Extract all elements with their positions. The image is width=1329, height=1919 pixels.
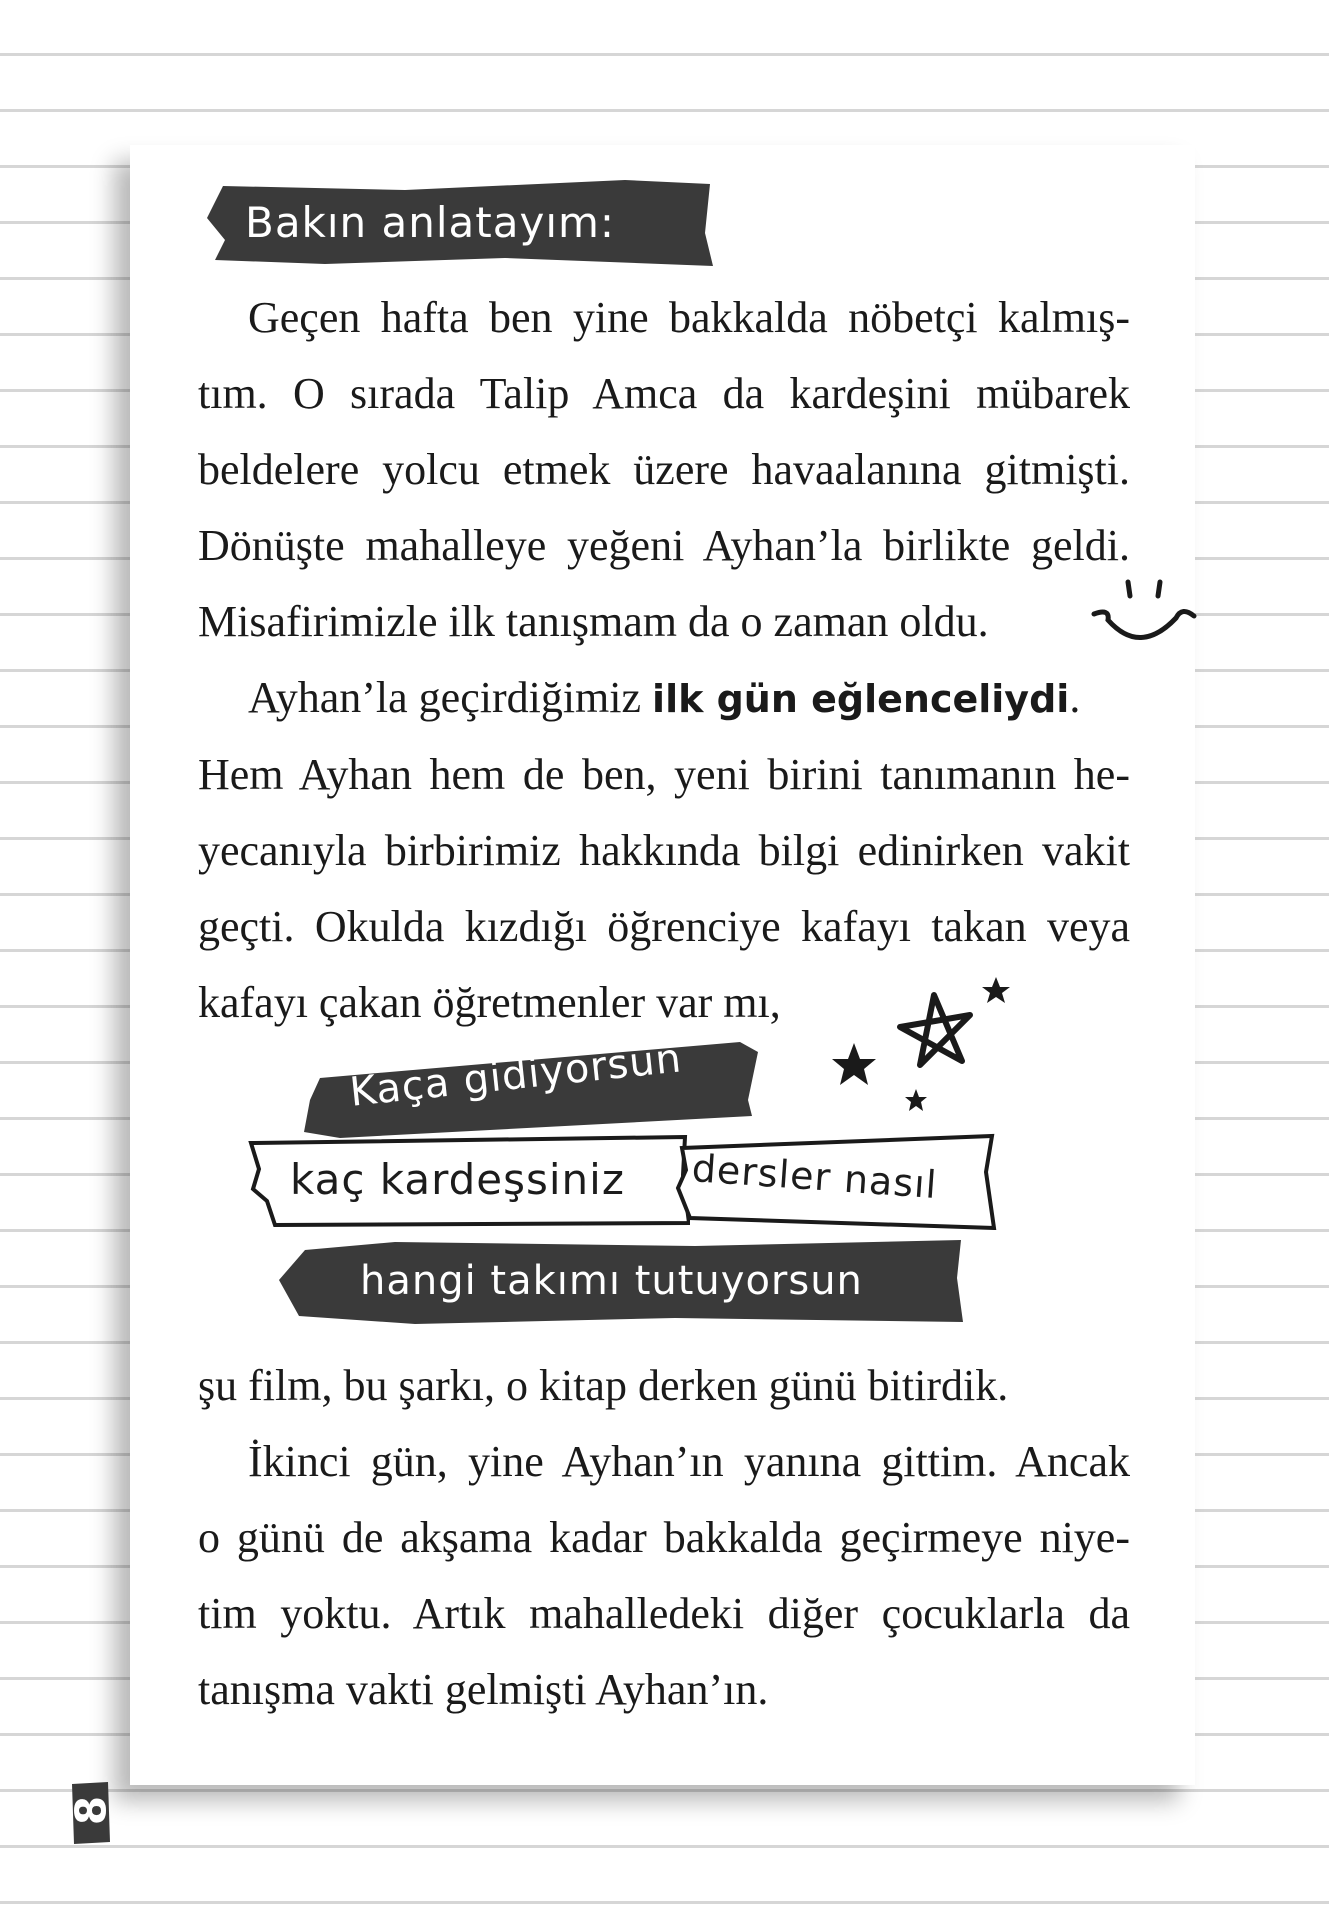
paragraph-1 — [198, 280, 1130, 660]
label-dersler-nasil — [672, 1128, 997, 1230]
label-text: kaç kardeşsiniz — [290, 1155, 625, 1204]
text-line: Hem Ayhan hem de ben, yeni birini tanımanın he- — [198, 750, 1130, 799]
text-line: tım. O sırada Talip Amca da kardeşini mübarek — [198, 369, 1130, 418]
label-text: Kaça gidiyorsun — [347, 1035, 684, 1116]
page-number: 8 — [66, 1795, 116, 1826]
text-line: Geçen hafta ben yine bakkalda nöbetçi kalmış- — [248, 293, 1130, 342]
label-kac-kardessiniz — [245, 1135, 690, 1227]
text-line: yecanıyla birbirimiz hakkında bilgi edinirken vakit — [198, 826, 1130, 875]
text-line: Dönüşte mahalleye yeğeni Ayhan’la birlikte geldi. — [198, 521, 1130, 570]
heading-text: Bakın anlatayım: — [245, 198, 616, 247]
highlight-text: ilk gün eğlenceliydi — [652, 677, 1070, 721]
text-line: o günü de akşama kadar bakkalda geçirmeye niye- — [198, 1513, 1130, 1562]
star-icon — [830, 965, 1030, 1125]
text-line: şu film, bu şarkı, o kitap derken günü bitirdik. — [198, 1361, 1009, 1410]
paragraph-3 — [198, 1348, 1130, 1424]
text-fragment: Ayhan’la geçirdiğimiz — [248, 673, 653, 722]
text-line: İkinci gün, yine Ayhan’ın yanına gittim. Ancak — [248, 1437, 1130, 1486]
text-line: beldelere yolcu etmek üzere havaalanına gitmişti. — [198, 445, 1130, 494]
heading-banner — [205, 178, 715, 268]
label-text: dersler nasıl — [690, 1146, 939, 1208]
text-line: tanışma vakti gelmişti Ayhan’ın. — [198, 1665, 769, 1714]
paragraph-4 — [198, 1424, 1130, 1728]
page-number-tab — [66, 1780, 116, 1846]
text-line: tim yoktu. Artık mahalledeki diğer çocuklarla da — [198, 1589, 1130, 1638]
text-line: kafayı çakan öğretmenler var mı, — [198, 978, 781, 1027]
text-line: Misafirimizle ilk tanışmam da o zaman oldu. — [198, 597, 989, 646]
text-line: geçti. Okulda kızdığı öğrenciye kafayı takan veya — [198, 902, 1130, 951]
label-hangi-takimi — [275, 1238, 965, 1326]
label-kaca-gidiyorsun — [300, 1035, 760, 1140]
text-line — [198, 660, 1130, 737]
smiley-icon — [1090, 578, 1200, 658]
text-fragment: . — [1069, 673, 1081, 722]
label-text: hangi takımı tutuyorsun — [360, 1258, 863, 1304]
